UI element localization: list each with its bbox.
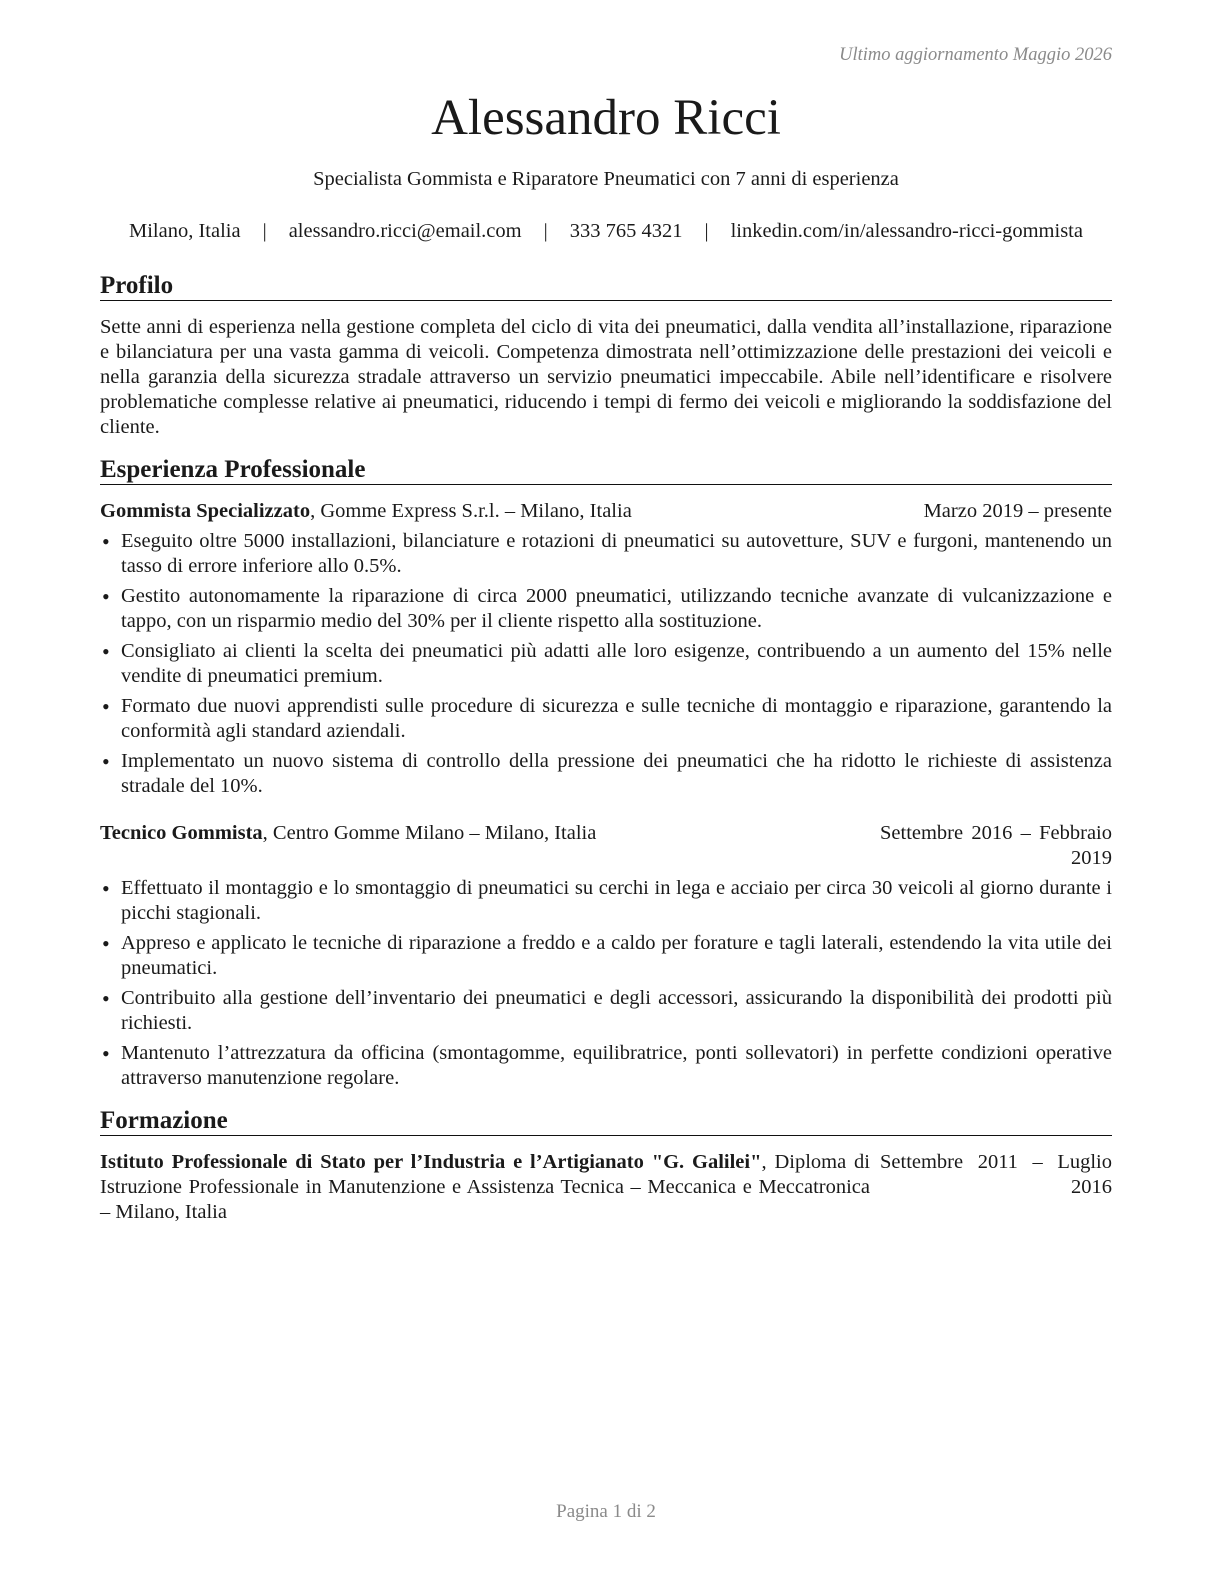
bullet-marker: • — [102, 528, 110, 554]
last-updated-note: Ultimo aggiornamento Maggio 2026 — [839, 45, 1112, 65]
achievement-item — [100, 749, 1112, 799]
job-role: Tecnico Gommista — [100, 821, 263, 844]
profile-summary: Sette anni di esperienza nella gestione completa del ciclo di vita dei pneumatici, dalla vendita all’installazione, riparazione e bilanciatura per una vasta gamma di veicoli. Competenza dimostrata nell’ottimizzazione delle prestazioni dei veicoli e nella garanzia della sicurezza stradale attraverso un servizio pneumatici impeccabile. Abile nell’identificare e risolvere problematiche complesse relative ai pneumatici, riducendo i tempi di fermo dei veicoli e migliorando la soddisfazione del cliente. — [100, 315, 1112, 438]
experience-section — [100, 456, 1112, 1091]
contact-separator: | — [262, 219, 267, 242]
education-degree-location: , Diploma di Istruzione Professionale in Manutenzione e Assistenza Tecnica – Meccanica e Meccatronica – Milano, Italia — [100, 1150, 871, 1223]
job-achievements-list — [100, 529, 1112, 799]
job-role: Gommista Specializzato — [100, 499, 311, 522]
bullet-marker: • — [102, 875, 110, 901]
job-header — [100, 821, 1112, 871]
contact-separator: | — [543, 219, 548, 242]
job-header — [100, 499, 1112, 524]
education-school: Istituto Professionale di Stato per l’Industria e l’Artigianato "G. Galilei" — [100, 1150, 762, 1173]
job-entry — [100, 499, 1112, 799]
contact-email-link[interactable]: alessandro.ricci@email.com — [288, 219, 522, 242]
contact-phone: 333 765 4321 — [569, 219, 683, 242]
achievement-text: Contribuito alla gestione dell’inventario dei pneumatici e degli accessori, assicurando la disponibilità dei prodotti più richiesti. — [121, 986, 1112, 1034]
contact-location: Milano, Italia — [129, 219, 241, 242]
job-entry — [100, 821, 1112, 1091]
bullet-marker: • — [102, 583, 110, 609]
bullet-marker: • — [102, 985, 110, 1011]
achievement-item — [100, 931, 1112, 981]
education-title-line — [100, 1150, 870, 1225]
achievement-item — [100, 584, 1112, 634]
achievement-text: Appreso e applicato le tecniche di riparazione a freddo e a caldo per forature e tagli laterali, estendendo la vita utile dei pneumatici. — [121, 931, 1112, 979]
contact-linkedin-link[interactable]: linkedin.com/in/alessandro-ricci-gommista — [730, 219, 1083, 242]
job-employer-location: , Centro Gomme Milano – Milano, Italia — [262, 821, 597, 844]
contact-separator: | — [704, 219, 709, 242]
job-employer-location: , Gomme Express S.r.l. – Milano, Italia — [310, 499, 632, 522]
section-heading-experience: Esperienza Professionale — [100, 456, 1112, 485]
section-heading-profile: Profilo — [100, 272, 1112, 301]
achievement-item — [100, 694, 1112, 744]
candidate-name: Alessandro Ricci — [431, 90, 781, 146]
achievement-item — [100, 639, 1112, 689]
achievement-text: Eseguito oltre 5000 installazioni, bilanciature e rotazioni di pneumatici su autovetture, SUV e furgoni, mantenendo un tasso di errore inferiore allo 0.5%. — [121, 529, 1112, 577]
achievement-text: Consigliato ai clienti la scelta dei pneumatici più adatti alle loro esigenze, contribuendo a un aumento del 15% nelle vendite di pneumatici premium. — [121, 639, 1112, 687]
achievement-text: Implementato un nuovo sistema di controllo della pressione dei pneumatici che ha ridotto le richieste di assistenza stradale del 10%. — [121, 749, 1112, 797]
bullet-marker: • — [102, 748, 110, 774]
bullet-marker: • — [102, 930, 110, 956]
bullet-marker: • — [102, 693, 110, 719]
job-dates: Settembre 2016 – Febbraio 2019 — [880, 821, 1112, 869]
profile-section — [100, 272, 1112, 440]
job-title-line — [100, 821, 870, 846]
achievement-item — [100, 986, 1112, 1036]
bullet-marker: • — [102, 638, 110, 664]
page-number: Pagina 1 di 2 — [556, 1501, 656, 1522]
job-title-line — [100, 499, 870, 524]
job-achievements-list — [100, 876, 1112, 1091]
achievement-item — [100, 876, 1112, 926]
education-section — [100, 1107, 1112, 1225]
achievement-item — [100, 529, 1112, 579]
achievement-text: Mantenuto l’attrezzatura da officina (smontagomme, equilibratrice, ponti sollevatori) in perfette condizioni operative attraverso manutenzione regolare. — [121, 1041, 1112, 1089]
achievement-text: Gestito autonomamente la riparazione di circa 2000 pneumatici, utilizzando tecniche avanzate di vulcanizzazione e tappo, con un risparmio medio del 30% per il cliente rispetto alla sostituzione. — [121, 584, 1112, 632]
job-dates: Marzo 2019 – presente — [923, 499, 1112, 522]
candidate-headline: Specialista Gommista e Riparatore Pneumatici con 7 anni di esperienza — [313, 167, 899, 190]
education-entry — [100, 1150, 1112, 1225]
contact-line — [100, 219, 1112, 244]
section-heading-education: Formazione — [100, 1107, 1112, 1136]
achievement-text: Formato due nuovi apprendisti sulle procedure di sicurezza e sulle tecniche di montaggio e riparazione, garantendo la conformità agli standard aziendali. — [121, 694, 1112, 742]
bullet-marker: • — [102, 1040, 110, 1066]
achievement-text: Effettuato il montaggio e lo smontaggio di pneumatici su cerchi in lega e acciaio per circa 30 veicoli al giorno durante i picchi stagionali. — [121, 876, 1112, 924]
achievement-item — [100, 1041, 1112, 1091]
education-header — [100, 1150, 1112, 1225]
education-dates: Settembre 2011 – Luglio 2016 — [880, 1150, 1112, 1198]
